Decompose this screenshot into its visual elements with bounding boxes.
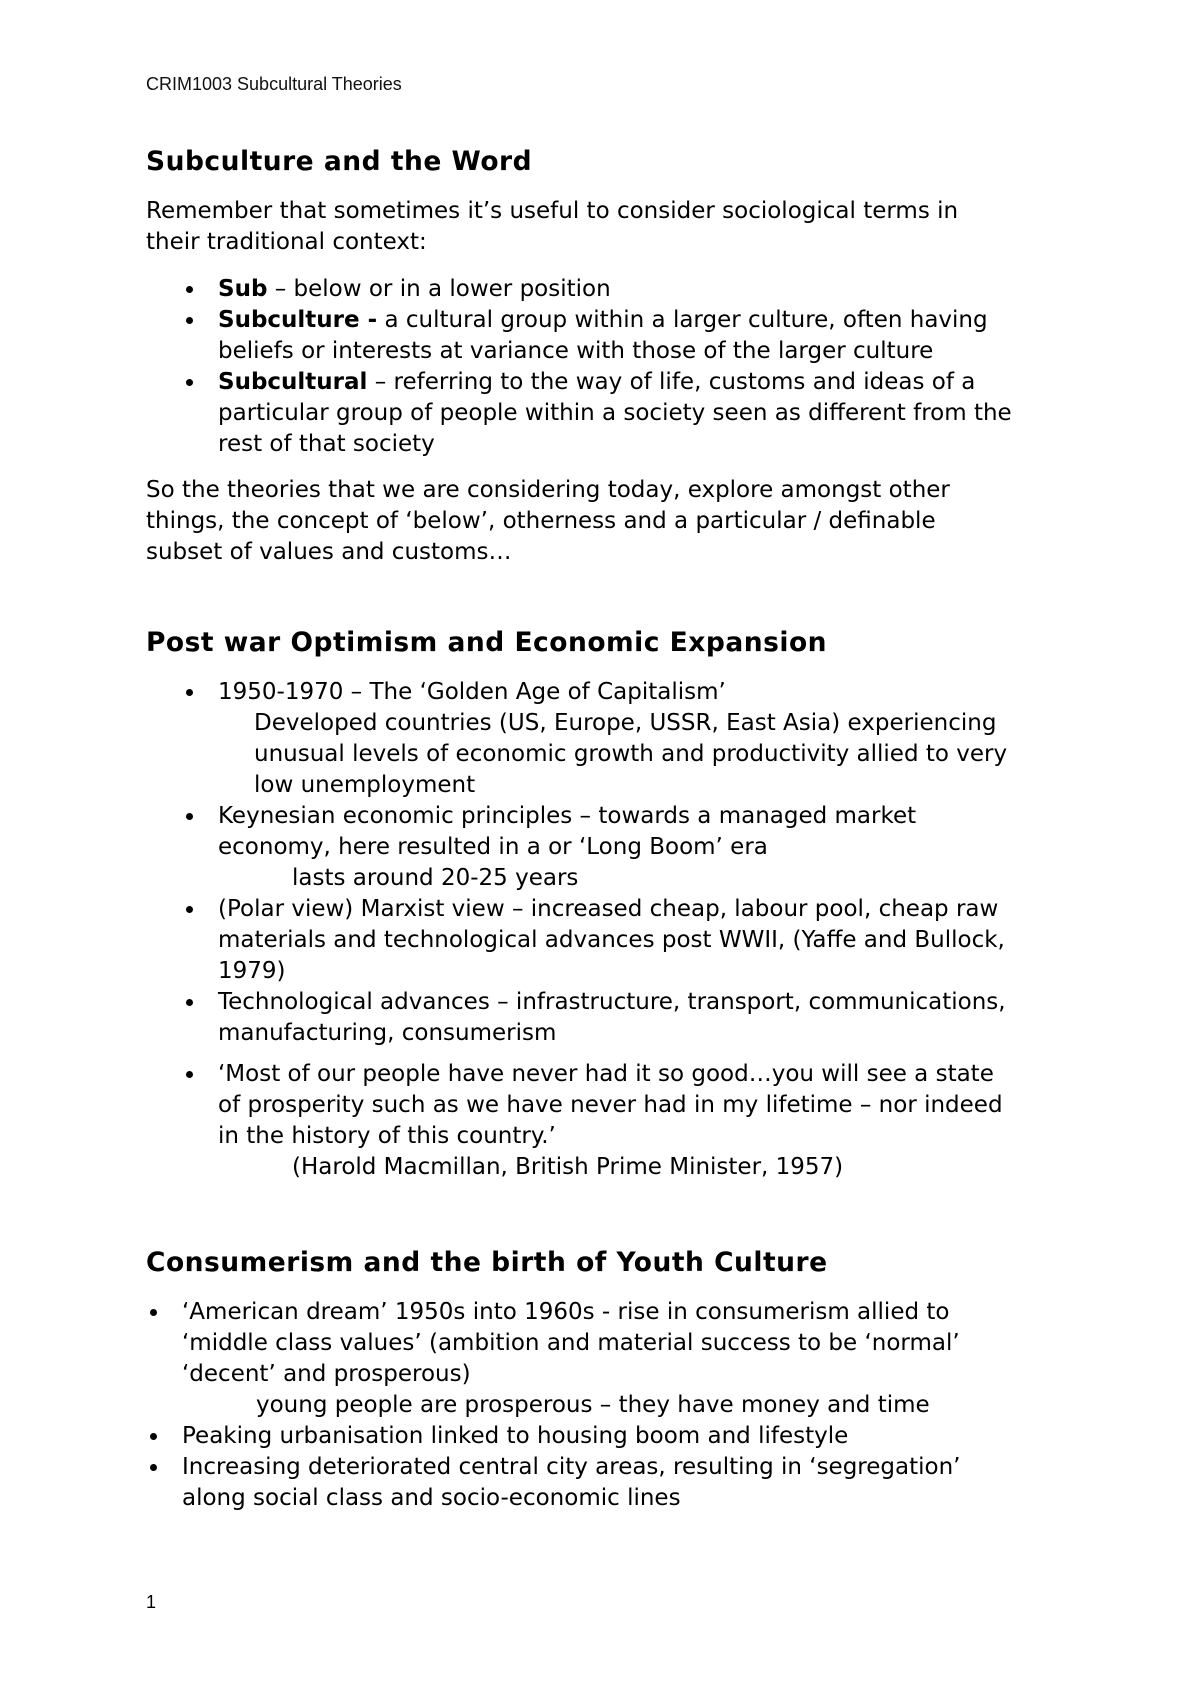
text-line: low unemployment bbox=[254, 772, 476, 798]
bullet-icon bbox=[150, 1464, 157, 1471]
definition: – below or in a lower position bbox=[267, 276, 611, 302]
text-line: Keynesian economic principles – towards a managed market bbox=[218, 803, 917, 829]
bullet-list bbox=[146, 1297, 1086, 1514]
text-line: their traditional context: bbox=[146, 229, 427, 255]
section-heading: Post war Optimism and Economic Expansion bbox=[146, 627, 828, 658]
text-line: ‘decent’ and prosperous) bbox=[182, 1361, 471, 1387]
bullet-icon bbox=[186, 286, 193, 293]
text-line: rest of that society bbox=[218, 431, 435, 457]
section-heading: Consumerism and the birth of Youth Culture bbox=[146, 1247, 828, 1278]
text-line: manufacturing, consumerism bbox=[218, 1020, 557, 1046]
bullet-list bbox=[182, 677, 1082, 1183]
definition: a cultural group within a larger culture, often having bbox=[377, 307, 988, 333]
text-line: unusual levels of economic growth and productivity allied to very bbox=[254, 741, 1008, 767]
list-item bbox=[146, 1421, 1086, 1452]
section-heading: Subculture and the Word bbox=[146, 146, 533, 177]
bullet-icon bbox=[186, 379, 193, 386]
list-item bbox=[182, 894, 1082, 987]
text-line: subset of values and customs… bbox=[146, 539, 512, 565]
text-line: in the history of this country.’ bbox=[218, 1123, 556, 1149]
text-line: Developed countries (US, Europe, USSR, East Asia) experiencing bbox=[254, 710, 997, 736]
running-header: CRIM1003 Subcultural Theories bbox=[146, 74, 402, 94]
text-line: materials and technological advances post WWII, (Yaffe and Bullock, bbox=[218, 927, 1005, 953]
paragraph bbox=[146, 475, 950, 568]
bullet-icon bbox=[186, 999, 193, 1006]
bullet-icon bbox=[150, 1433, 157, 1440]
text-line: things, the concept of ‘below’, otherness and a particular / definable bbox=[146, 508, 936, 534]
list-item bbox=[182, 305, 1082, 367]
list-item bbox=[146, 1297, 1086, 1421]
text-line: 1979) bbox=[218, 958, 286, 984]
text-line: of prosperity such as we have never had in my lifetime – nor indeed bbox=[218, 1092, 1003, 1118]
term: Sub bbox=[218, 276, 268, 302]
bullet-icon bbox=[186, 1071, 193, 1078]
text-line: lasts around 20-25 years bbox=[292, 865, 579, 891]
text-line: Technological advances – infrastructure, transport, communications, bbox=[218, 989, 1006, 1015]
text-line: young people are prosperous – they have money and time bbox=[256, 1392, 930, 1418]
list-item bbox=[182, 801, 1082, 894]
bullet-icon bbox=[186, 906, 193, 913]
bullet-list bbox=[182, 274, 1082, 460]
bullet-icon bbox=[186, 689, 193, 696]
text-line: along social class and socio-economic lines bbox=[182, 1485, 681, 1511]
text-line: 1950-1970 – The ‘Golden Age of Capitalism’ bbox=[218, 679, 726, 705]
bullet-icon bbox=[186, 813, 193, 820]
list-item bbox=[182, 367, 1082, 460]
definition: – referring to the way of life, customs and ideas of a bbox=[367, 369, 976, 395]
paragraph bbox=[146, 196, 958, 258]
text-line: So the theories that we are considering today, explore amongst other bbox=[146, 477, 950, 503]
text-line: (Polar view) Marxist view – increased cheap, labour pool, cheap raw bbox=[218, 896, 999, 922]
term: Subcultural bbox=[218, 369, 368, 395]
list-item bbox=[146, 1452, 1086, 1514]
bullet-icon bbox=[150, 1309, 157, 1316]
list-item bbox=[182, 1059, 1082, 1183]
text-line: Remember that sometimes it’s useful to consider sociological terms in bbox=[146, 198, 959, 224]
text-line: beliefs or interests at variance with those of the larger culture bbox=[218, 338, 934, 364]
list-item bbox=[182, 987, 1082, 1049]
text-line: ‘Most of our people have never had it so good…you will see a state bbox=[218, 1061, 994, 1087]
text-line: particular group of people within a society seen as different from the bbox=[218, 400, 1012, 426]
text-line: Increasing deteriorated central city areas, resulting in ‘segregation’ bbox=[182, 1454, 961, 1480]
text-line: economy, here resulted in a or ‘Long Boom’ era bbox=[218, 834, 768, 860]
text-line: Peaking urbanisation linked to housing boom and lifestyle bbox=[182, 1423, 849, 1449]
text-line: ‘American dream’ 1950s into 1960s - rise in consumerism allied to bbox=[182, 1299, 950, 1325]
bullet-icon bbox=[186, 317, 193, 324]
text-line: ‘middle class values’ (ambition and material success to be ‘normal’ bbox=[182, 1330, 960, 1356]
quote-attribution: (Harold Macmillan, British Prime Minister, 1957) bbox=[292, 1154, 844, 1180]
page-number: 1 bbox=[146, 1592, 157, 1612]
term: Subculture - bbox=[218, 307, 378, 333]
list-item bbox=[182, 274, 1082, 305]
list-item bbox=[182, 677, 1082, 801]
